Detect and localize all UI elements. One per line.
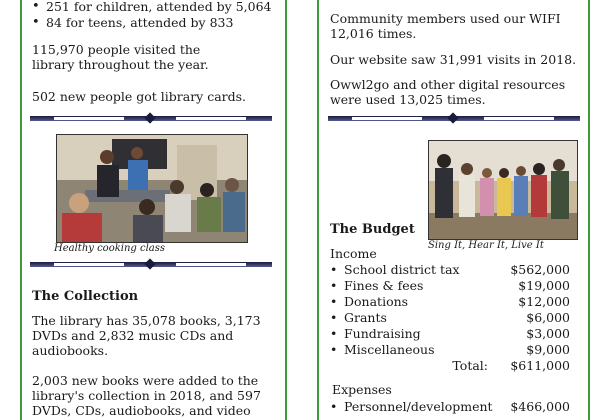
right-border-inner — [317, 0, 319, 420]
left-border-inner — [285, 0, 287, 420]
expense-amount: $466,000 — [510, 399, 570, 414]
income-label: • Grants — [330, 310, 500, 326]
income-row — [330, 294, 570, 310]
income-label: • Fines & fees — [330, 278, 500, 294]
library-cards-text: 502 new people got library cards. — [32, 89, 247, 104]
income-label: Income — [330, 246, 377, 261]
section-divider — [30, 113, 272, 125]
right-panel — [328, 0, 580, 420]
income-amount: $562,000 — [510, 262, 570, 277]
cooking-class-photo — [56, 134, 248, 243]
left-border-outer — [20, 0, 22, 420]
income-row — [330, 342, 570, 358]
program-item: • 84 for teens, attended by 833 — [30, 15, 272, 31]
expenses-list — [330, 399, 570, 415]
income-amount: $19,000 — [518, 278, 570, 293]
income-row — [330, 326, 570, 342]
collection-heading: The Collection — [32, 289, 139, 304]
income-list — [330, 262, 570, 374]
income-label: • Fundraising — [330, 326, 500, 342]
program-list — [30, 0, 272, 31]
income-row — [330, 310, 570, 326]
expenses-label: Expenses — [332, 382, 392, 397]
income-label: • Donations — [330, 294, 500, 310]
expense-label: • Personnel/development — [330, 399, 500, 415]
income-amount: $12,000 — [518, 294, 570, 309]
program-item: • 251 for children, attended by 5,064 — [30, 0, 272, 15]
income-label: • School district tax — [330, 262, 500, 278]
income-total-row — [330, 358, 570, 374]
visitors-text: 115,970 people visited the library throughout the year. — [32, 42, 209, 72]
left-panel — [30, 0, 272, 420]
wifi-text: Community members used our WIFI 12,016 times. — [330, 11, 561, 41]
budget-heading: The Budget — [330, 222, 415, 237]
photo-caption: Sing It, Hear It, Live It — [428, 240, 544, 251]
income-amount: $3,000 — [526, 326, 570, 341]
website-text: Our website saw 31,991 visits in 2018. — [330, 52, 577, 67]
income-label: • Miscellaneous — [330, 342, 500, 358]
total-label: Total: — [452, 358, 488, 373]
right-border-outer — [588, 0, 590, 420]
photo-caption: Healthy cooking class — [54, 243, 166, 254]
income-row — [330, 278, 570, 294]
section-divider — [328, 113, 580, 125]
income-row — [330, 262, 570, 278]
total-amount: $611,000 — [510, 358, 570, 373]
collection-paragraph: 2,003 new books were added to the library's collection in 2018, and 597 DVDs, CDs, audiobooks, and video — [32, 373, 261, 418]
concert-photo — [428, 140, 578, 240]
income-amount: $9,000 — [526, 342, 570, 357]
digital-resources-text: Owwl2go and other digital resources were used 13,025 times. — [330, 77, 566, 107]
collection-paragraph: The library has 35,078 books, 3,173 DVDs and 2,832 music CDs and audiobooks. — [32, 313, 261, 358]
expense-row — [330, 399, 570, 415]
income-amount: $6,000 — [526, 310, 570, 325]
section-divider — [30, 259, 272, 271]
